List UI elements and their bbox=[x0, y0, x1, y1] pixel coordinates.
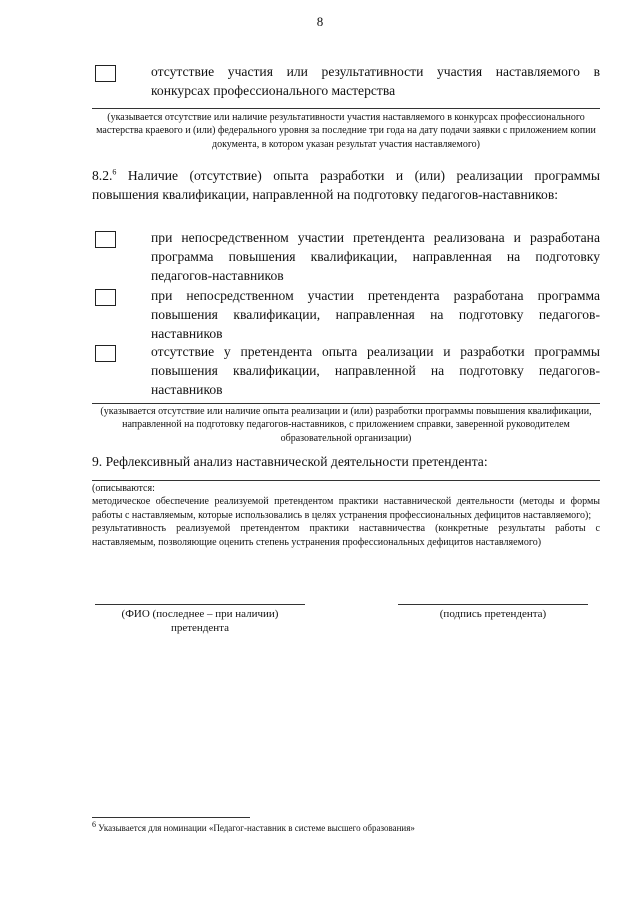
option-implemented-and-developed bbox=[95, 228, 600, 286]
signature-label: (подпись претендента) bbox=[439, 608, 547, 620]
option-no-experience bbox=[95, 342, 600, 400]
option-label: отсутствие у претендента опыта реализации и разработки программы повышения квалификации, направленной на подготовку педагогов-наставников bbox=[151, 344, 600, 397]
fio-label-line2: претендента bbox=[170, 622, 230, 634]
instructions-intro: (описываются: bbox=[92, 483, 155, 494]
section-heading-text: Наличие (отсутствие) опыта разработки и (или) реализации программы повышения квалификации, направленной на подготовку педагогов-наставников: bbox=[92, 168, 600, 202]
instruction-note: (указывается отсутствие или наличие результативности участия наставляемого в конкурсах профессионального мастерства краевого и (или) федерального уровня за последние три года на дату подачи заявки с приложением копии документа, в котором указан результат участия наставляемого) bbox=[96, 112, 596, 150]
option-developed bbox=[95, 286, 600, 344]
section-number: 8.2. bbox=[92, 168, 113, 183]
instructions-item-results: результативность реализуемой претендентом практики наставничества (конкретные результаты работы с наставляемым, позволяющие оценить степень устранения профессиональных дефицитов наставляемого) bbox=[92, 523, 600, 548]
fio-label bbox=[95, 607, 305, 635]
footnote-text: Указывается для номинации «Педагог-наставник в системе высшего образования» bbox=[96, 823, 415, 833]
fio-label-line1: (ФИО (последнее – при наличии) bbox=[121, 608, 279, 620]
option-label: при непосредственном участии претендента реализована и разработана программа повышения квалификации, направленная на подготовку педагогов-наставников bbox=[151, 230, 600, 283]
answer-line bbox=[92, 108, 600, 109]
page-number: 8 bbox=[316, 14, 324, 29]
footnote-mark: 6 bbox=[112, 167, 117, 177]
fio-line bbox=[95, 604, 305, 605]
checkbox-no-contest-participation[interactable] bbox=[95, 65, 116, 82]
footnote bbox=[92, 822, 600, 834]
instruction-note: (указывается отсутствие или наличие опыта реализации и (или) разработки программы повышения квалификации, направленной на подготовку педагогов-наставников, с приложением справки, заверенной руководителем образовательной организации) bbox=[100, 406, 592, 444]
signature-line bbox=[398, 604, 588, 605]
footnote-separator bbox=[92, 817, 250, 818]
section-9-heading: 9. Рефлексивный анализ наставнической деятельности претендента: bbox=[92, 454, 488, 469]
checkbox-no-experience[interactable] bbox=[95, 345, 116, 362]
answer-line bbox=[92, 480, 600, 481]
option-no-contest-participation bbox=[95, 62, 600, 102]
section-8-2-heading bbox=[92, 166, 600, 204]
answer-line bbox=[92, 403, 600, 404]
footnote-mark: 6 bbox=[92, 820, 96, 829]
section-9-instructions bbox=[92, 482, 600, 549]
option-label: при непосредственном участии претендента разработана программа повышения квалификации, направленная на подготовку педагогов-наставников bbox=[151, 288, 600, 341]
checkbox-developed[interactable] bbox=[95, 289, 116, 306]
checkbox-implemented-and-developed[interactable] bbox=[95, 231, 116, 248]
instructions-item-methods: методическое обеспечение реализуемой претендентом практики наставнической деятельности (методы и формы работы с наставляемым, которые использовались в целях устранения профессиональных дефицитов наставляемого); bbox=[92, 496, 600, 521]
option-label: отсутствие участия или результативности участия наставляемого в конкурсах профессионального мастерства bbox=[151, 64, 600, 98]
